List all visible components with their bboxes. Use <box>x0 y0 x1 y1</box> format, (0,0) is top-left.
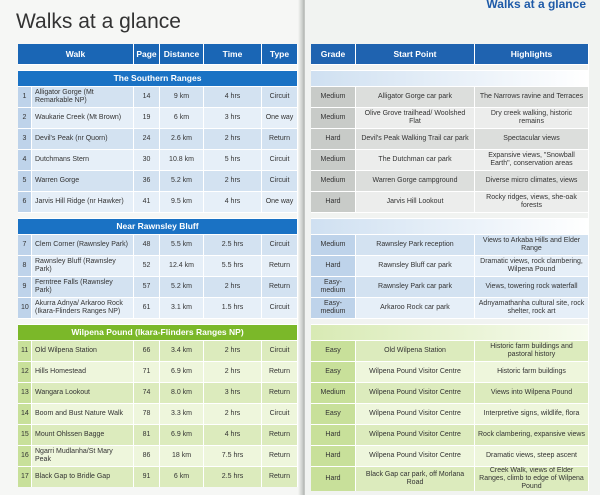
walk-name: Alligator Gorge (Mt Remarkable NP) <box>32 86 134 107</box>
walk-number: 4 <box>18 149 32 170</box>
walk-time: 2 hrs <box>204 276 262 297</box>
walk-type: Return <box>262 424 298 445</box>
walk-time: 2 hrs <box>204 128 262 149</box>
walk-grade: Hard <box>311 128 356 149</box>
walk-detail-row <box>311 191 589 212</box>
walk-distance: 5.2 km <box>160 170 204 191</box>
walk-distance: 2.6 km <box>160 128 204 149</box>
walk-detail-row <box>311 149 589 170</box>
walk-row <box>18 403 298 424</box>
walk-page: 61 <box>134 297 160 318</box>
walk-row <box>18 255 298 276</box>
walk-name: Hills Homestead <box>32 361 134 382</box>
walk-distance: 6 km <box>160 466 204 487</box>
walk-time: 5 hrs <box>204 149 262 170</box>
walk-row <box>18 234 298 255</box>
walk-distance: 18 km <box>160 445 204 466</box>
walk-highlights: Creek Walk, views of Elder Ranges, climb to edge of Wilpena Pound <box>475 466 589 491</box>
walk-number: 12 <box>18 361 32 382</box>
walk-start-point: Black Gap car park, off Morlana Road <box>356 466 475 491</box>
walk-page: 86 <box>134 445 160 466</box>
walk-grade: Easy <box>311 340 356 361</box>
walk-detail-row <box>311 170 589 191</box>
walk-page: 66 <box>134 340 160 361</box>
walk-page: 48 <box>134 234 160 255</box>
walk-detail-row <box>311 234 589 255</box>
section-heading <box>18 70 298 86</box>
section-band-cell <box>311 70 589 86</box>
walk-start-point: Arkaroo Rock car park <box>356 297 475 318</box>
walk-grade: Hard <box>311 466 356 491</box>
walk-page: 57 <box>134 276 160 297</box>
walk-detail-row <box>311 466 589 491</box>
walk-start-point: Warren Gorge campground <box>356 170 475 191</box>
header-start-point: Start Point <box>356 44 475 64</box>
walk-start-point: Wilpena Pound Visitor Centre <box>356 382 475 403</box>
walk-time: 2 hrs <box>204 361 262 382</box>
walk-grade: Hard <box>311 255 356 276</box>
walk-distance: 3.4 km <box>160 340 204 361</box>
section-heading <box>18 218 298 234</box>
walk-number: 15 <box>18 424 32 445</box>
walk-row <box>18 276 298 297</box>
walk-page: 14 <box>134 86 160 107</box>
walk-highlights: Views to Arkaba Hills and Elder Range <box>475 234 589 255</box>
walk-type: Circuit <box>262 234 298 255</box>
walk-row <box>18 191 298 212</box>
walk-highlights: Spectacular views <box>475 128 589 149</box>
walk-time: 4 hrs <box>204 191 262 212</box>
left-header-row <box>18 44 298 64</box>
walk-highlights: Views into Wilpena Pound <box>475 382 589 403</box>
walk-highlights: Views, towering rock waterfall <box>475 276 589 297</box>
right-page <box>305 0 600 495</box>
walk-start-point: Alligator Gorge car park <box>356 86 475 107</box>
walk-detail-row <box>311 297 589 318</box>
walk-grade: Easy-medium <box>311 297 356 318</box>
walk-highlights: Diverse micro climates, views <box>475 170 589 191</box>
walk-time: 4 hrs <box>204 424 262 445</box>
walk-distance: 6.9 km <box>160 361 204 382</box>
walk-start-point: The Dutchman car park <box>356 149 475 170</box>
walk-row <box>18 466 298 487</box>
walk-time: 2 hrs <box>204 340 262 361</box>
section-title: Wilpena Pound (Ikara-Flinders Ranges NP) <box>18 324 298 340</box>
walk-highlights: Dry creek walking, historic remains <box>475 107 589 128</box>
walks-body-left <box>18 64 298 487</box>
walk-detail-row <box>311 340 589 361</box>
walk-number: 8 <box>18 255 32 276</box>
walk-name: Rawnsley Bluff (Rawnsley Park) <box>32 255 134 276</box>
walk-detail-row <box>311 255 589 276</box>
walk-distance: 8.0 km <box>160 382 204 403</box>
walk-start-point: Wilpena Pound Visitor Centre <box>356 361 475 382</box>
walk-row <box>18 382 298 403</box>
running-head: Walks at a glance <box>486 0 586 11</box>
walk-highlights: Rock clambering, expansive views <box>475 424 589 445</box>
section-title: Near Rawnsley Bluff <box>18 218 298 234</box>
header-distance: Distance <box>160 44 204 64</box>
walk-row <box>18 297 298 318</box>
walk-type: Return <box>262 128 298 149</box>
section-band-cell <box>311 218 589 234</box>
walk-start-point: Devil's Peak Walking Trail car park <box>356 128 475 149</box>
walk-number: 6 <box>18 191 32 212</box>
header-walk: Walk <box>18 44 134 64</box>
walk-page: 74 <box>134 382 160 403</box>
walk-distance: 5.5 km <box>160 234 204 255</box>
walk-number: 3 <box>18 128 32 149</box>
walk-detail-row <box>311 107 589 128</box>
walk-number: 7 <box>18 234 32 255</box>
walk-name: Akurra Adnya/ Arkaroo Rock (Ikara-Flinders Ranges NP) <box>32 297 134 318</box>
walk-type: Circuit <box>262 403 298 424</box>
walk-name: Mount Ohlssen Bagge <box>32 424 134 445</box>
walk-number: 9 <box>18 276 32 297</box>
walk-time: 3 hrs <box>204 107 262 128</box>
walk-number: 10 <box>18 297 32 318</box>
walk-number: 1 <box>18 86 32 107</box>
walk-time: 2.5 hrs <box>204 466 262 487</box>
walk-number: 11 <box>18 340 32 361</box>
walk-distance: 3.1 km <box>160 297 204 318</box>
walk-start-point: Rawnsley Park reception <box>356 234 475 255</box>
walk-highlights: Historic farm buildings <box>475 361 589 382</box>
walk-name: Jarvis Hill Ridge (nr Hawker) <box>32 191 134 212</box>
walk-name: Old Wilpena Station <box>32 340 134 361</box>
walk-time: 5.5 hrs <box>204 255 262 276</box>
walk-name: Ferntree Falls (Rawnsley Park) <box>32 276 134 297</box>
walk-grade: Medium <box>311 170 356 191</box>
walk-start-point: Wilpena Pound Visitor Centre <box>356 403 475 424</box>
walk-detail-row <box>311 86 589 107</box>
walk-distance: 10.8 km <box>160 149 204 170</box>
right-header-row <box>311 44 589 64</box>
walk-page: 91 <box>134 466 160 487</box>
walk-highlights: Historic farm buildings and pastoral history <box>475 340 589 361</box>
walk-name: Wangara Lookout <box>32 382 134 403</box>
page-title: Walks at a glance <box>16 10 181 33</box>
walk-distance: 6.9 km <box>160 424 204 445</box>
walk-grade: Hard <box>311 191 356 212</box>
walk-distance: 5.2 km <box>160 276 204 297</box>
walk-detail-row <box>311 361 589 382</box>
walk-time: 2 hrs <box>204 403 262 424</box>
walk-row <box>18 170 298 191</box>
walk-type: Circuit <box>262 149 298 170</box>
walk-highlights: Interpretive signs, wildlife, flora <box>475 403 589 424</box>
walk-grade: Hard <box>311 445 356 466</box>
walk-type: Return <box>262 445 298 466</box>
walk-highlights: The Narrows ravine and Terraces <box>475 86 589 107</box>
walk-start-point: Jarvis Hill Lookout <box>356 191 475 212</box>
header-page: Page <box>134 44 160 64</box>
walk-type: Return <box>262 361 298 382</box>
walk-page: 71 <box>134 361 160 382</box>
walk-row <box>18 361 298 382</box>
section-heading <box>18 324 298 340</box>
walk-row <box>18 128 298 149</box>
walk-row <box>18 86 298 107</box>
walk-type: Circuit <box>262 170 298 191</box>
walk-highlights: Rocky ridges, views, she-oak forests <box>475 191 589 212</box>
section-band <box>311 218 589 234</box>
walk-time: 3 hrs <box>204 382 262 403</box>
walk-distance: 12.4 km <box>160 255 204 276</box>
walk-type: Circuit <box>262 297 298 318</box>
walk-start-point: Old Wilpena Station <box>356 340 475 361</box>
walk-distance: 6 km <box>160 107 204 128</box>
walk-type: One way <box>262 107 298 128</box>
walk-start-point: Olive Grove trailhead/ Woolshed Flat <box>356 107 475 128</box>
walk-number: 2 <box>18 107 32 128</box>
walk-time: 1.5 hrs <box>204 297 262 318</box>
walk-page: 41 <box>134 191 160 212</box>
header-highlights: Highlights <box>475 44 589 64</box>
walk-highlights: Dramatic views, rock clambering, Wilpena Pound <box>475 255 589 276</box>
walk-detail-row <box>311 382 589 403</box>
walk-name: Warren Gorge <box>32 170 134 191</box>
walk-number: 14 <box>18 403 32 424</box>
walk-grade: Medium <box>311 86 356 107</box>
section-band-cell <box>311 324 589 340</box>
walk-number: 5 <box>18 170 32 191</box>
header-grade: Grade <box>311 44 356 64</box>
walk-detail-row <box>311 424 589 445</box>
walk-time: 7.5 hrs <box>204 445 262 466</box>
walks-table-right <box>311 44 589 491</box>
walk-name: Black Gap to Bridle Gap <box>32 466 134 487</box>
walk-type: One way <box>262 191 298 212</box>
walk-grade: Medium <box>311 107 356 128</box>
walk-row <box>18 424 298 445</box>
walk-name: Devil's Peak (nr Quorn) <box>32 128 134 149</box>
walk-type: Return <box>262 255 298 276</box>
walk-page: 81 <box>134 424 160 445</box>
walk-name: Boom and Bust Nature Walk <box>32 403 134 424</box>
walk-type: Return <box>262 466 298 487</box>
walk-distance: 9.5 km <box>160 191 204 212</box>
walk-grade: Medium <box>311 382 356 403</box>
walk-number: 16 <box>18 445 32 466</box>
walk-page: 24 <box>134 128 160 149</box>
section-band <box>311 70 589 86</box>
walk-distance: 9 km <box>160 86 204 107</box>
walk-name: Waukarie Creek (Mt Brown) <box>32 107 134 128</box>
walk-detail-row <box>311 445 589 466</box>
walk-grade: Medium <box>311 234 356 255</box>
walk-type: Return <box>262 382 298 403</box>
walk-row <box>18 340 298 361</box>
walk-type: Return <box>262 276 298 297</box>
walk-page: 52 <box>134 255 160 276</box>
walk-row <box>18 445 298 466</box>
walk-highlights: Dramatic views, steep ascent <box>475 445 589 466</box>
walk-name: Dutchmans Stern <box>32 149 134 170</box>
walk-highlights: Expansive views, "Snowball Earth", conservation areas <box>475 149 589 170</box>
walk-time: 4 hrs <box>204 86 262 107</box>
walk-start-point: Rawnsley Park car park <box>356 276 475 297</box>
section-band <box>311 324 589 340</box>
walk-detail-row <box>311 128 589 149</box>
walk-grade: Easy <box>311 403 356 424</box>
walk-grade: Medium <box>311 149 356 170</box>
walks-body-right <box>311 64 589 491</box>
header-type: Type <box>262 44 298 64</box>
walk-grade: Easy-medium <box>311 276 356 297</box>
walk-name: Ngarri Mudlanha/St Mary Peak <box>32 445 134 466</box>
walk-grade: Hard <box>311 424 356 445</box>
walk-grade: Easy <box>311 361 356 382</box>
walk-number: 17 <box>18 466 32 487</box>
walk-detail-row <box>311 276 589 297</box>
walk-start-point: Rawnsley Bluff car park <box>356 255 475 276</box>
walk-name: Clem Corner (Rawnsley Park) <box>32 234 134 255</box>
walk-time: 2.5 hrs <box>204 234 262 255</box>
walk-type: Circuit <box>262 86 298 107</box>
walk-type: Circuit <box>262 340 298 361</box>
walk-detail-row <box>311 403 589 424</box>
header-time: Time <box>204 44 262 64</box>
walk-row <box>18 149 298 170</box>
section-title: The Southern Ranges <box>18 70 298 86</box>
walk-page: 19 <box>134 107 160 128</box>
walk-page: 78 <box>134 403 160 424</box>
walk-row <box>18 107 298 128</box>
walk-page: 30 <box>134 149 160 170</box>
walk-highlights: Adnyamathanha cultural site, rock shelter, rock art <box>475 297 589 318</box>
walk-time: 2 hrs <box>204 170 262 191</box>
walk-start-point: Wilpena Pound Visitor Centre <box>356 424 475 445</box>
walk-page: 36 <box>134 170 160 191</box>
walk-number: 13 <box>18 382 32 403</box>
walk-distance: 3.3 km <box>160 403 204 424</box>
walk-start-point: Wilpena Pound Visitor Centre <box>356 445 475 466</box>
walks-table-left <box>18 44 298 487</box>
